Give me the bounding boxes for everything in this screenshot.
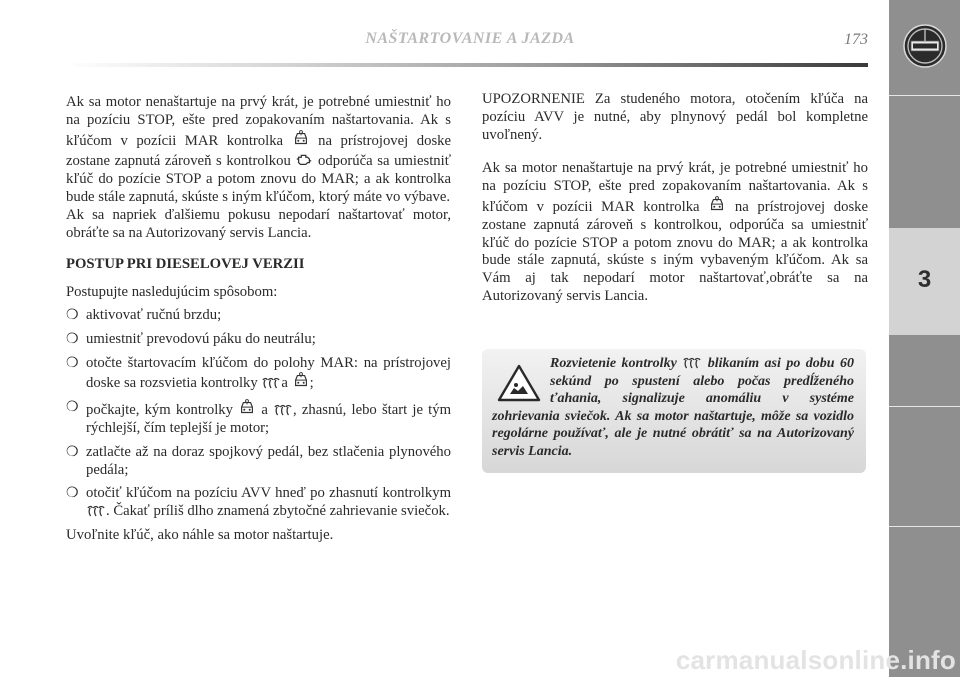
text: Ak sa motor nenaštartuje na prvý krát, je potrebné umiestniť ho na pozíciu STOP, ešte pred zopakovaním naštartovania. Ak s kľúčom v pozícii MAR kontrolka [482,160,868,215]
bullet-circle-icon: ❍ [66,307,79,323]
text: na prístrojovej doske zostane zapnutá zároveň s kontrolkou, odporúča sa umiestniť kľúč do pozície STOP a potom znovu do MAR; a ak kontrolka bude stále zapnutá, skúste s iným vybaveným kľúčom. Ak sa Vám aj tak nepodarí motor naštartovať,obráťte sa na Autorizovaný servis Lancia. [482,198,869,304]
glow-plug-icon [86,505,106,518]
engine-icon [295,150,313,168]
text: Rozvietenie kontrolky [550,356,677,371]
bullet-circle-icon: ❍ [66,331,79,347]
glow-plug-icon [261,377,281,390]
warning-triangle-icon [496,363,542,403]
key-car-icon [292,372,310,390]
steps-list [66,307,451,521]
key-car-icon [292,130,310,148]
side-divider [889,526,960,527]
text: Ak sa motor nenaštartuje na prvý krát, je potrebné umiestniť ho na pozíciu STOP, ešte pred zopakovaním naštartovania. Ak s kľúčom v pozícii MAR kontrolka [66,94,451,149]
right-column [482,91,868,306]
watermark: carmanualsonline.info [675,645,956,675]
list-item: ❍ umiestniť prevodovú páku do neutrálu; [66,330,316,347]
list-item: ❍ zatlačte až na doraz spojkový pedál, bez stlačenia plynového pedála; [66,443,451,478]
lancia-logo-icon [902,23,948,69]
chapter-number: 3 [917,266,932,293]
bullet-circle-icon: ❍ [66,444,79,460]
paragraph: Uvoľnite kľúč, ako náhle sa motor naštartuje. [66,526,334,543]
list-item: ❍ aktivovať ručnú brzdu; [66,306,222,323]
key-car-icon [238,399,256,417]
header-rule [66,63,868,67]
warning-box [482,349,866,473]
bullet-circle-icon: ❍ [66,400,79,416]
side-divider [889,406,960,407]
text: na prístrojovej doske zostane zapnutá zároveň s kontrolkou [66,132,452,170]
text: odporúča sa umiestniť kľúč do pozície STOP a potom znovu do MAR; a ak kontrolka bude stále zapnutá, skúste s iným kľúčom, ktorý máte vo výbave. [66,153,451,205]
side-strip [889,0,960,677]
paragraph: Ak sa napriek ďalšiemu pokusu nepodarí naštartovať motor, obráťte sa na Autorizovaný servis Lancia. [66,206,451,241]
section-heading: POSTUP PRI DIESELOVEJ VERZII [66,256,305,273]
section-title: NAŠTARTOVANIE A JAZDA [365,30,575,47]
paragraph [66,94,451,207]
key-car-icon [708,196,726,214]
left-column [66,94,451,545]
glow-plug-icon [682,357,702,370]
glow-plug-icon [273,404,293,417]
paragraph [482,160,868,305]
side-divider [889,95,960,96]
bullet-circle-icon: ❍ [66,355,79,371]
paragraph: Postupujte nasledujúcim spôsobom: [66,284,278,301]
bullet-circle-icon: ❍ [66,486,79,502]
page-number: 173 [844,31,868,48]
list-item: ❍ počkajte, kým kontrolky a , zhasnú, lebo štart je tým rýchlejší, čím teplejší je motor; [66,400,452,436]
list-item: ❍ otočte štartovacím kľúčom do polohy MAR: na prístrojovej doske sa rozsvietia kontrolky a ; [66,354,451,392]
chapter-tab[interactable] [889,228,960,335]
text: blikaním asi po dobu 60 sekúnd po spustení alebo počas predĺženého ťahania, signalizuje anomáliu v systéme zohrievania sviečok. Ak sa motor naštartuje, môže sa vozidlo regolárne používať, ale je nutné obrátiť sa na Autorizovaný servis Lancia. [492,356,855,459]
paragraph: UPOZORNENIE Za studeného motora, otočením kľúča na pozíciu AVV je nutné, aby plnynový pedál bol kompletne uvoľnený. [482,91,868,143]
list-item: ❍ otočiť kľúčom na pozíciu AVV hneď po zhasnutí kontrolkym . Čakať príliš dlho znamená zbytočné zahrievanie sviečok. [66,485,451,520]
